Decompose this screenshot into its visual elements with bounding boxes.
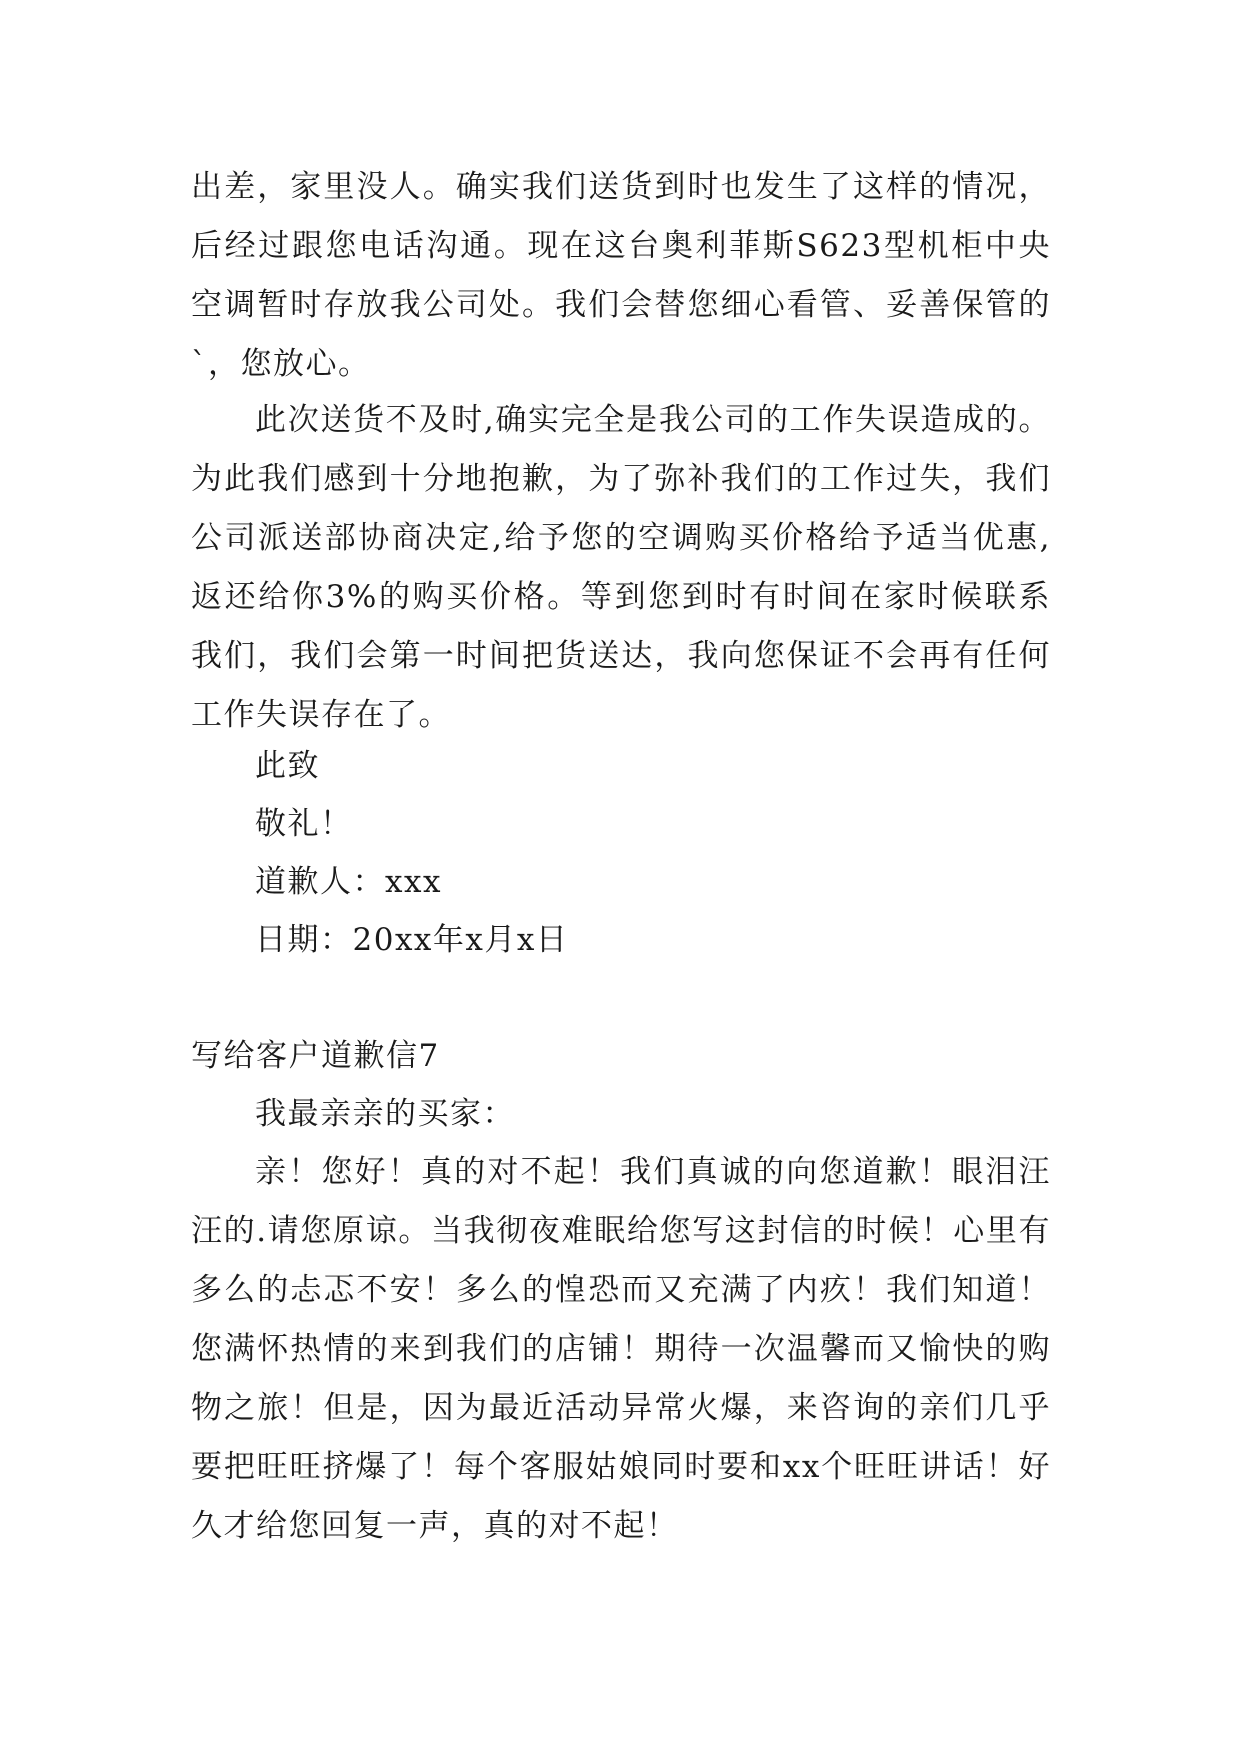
letter1-paragraph-2: 此次送货不及时,确实完全是我公司的工作失误造成的。为此我们感到十分地抱歉，为了弥补我们的工作过失，我们公司派送部协商决定,给予您的空调购买价格给予适当优惠,返还给你3%的购买价格。等到您到时有时间在家时候联系我们，我们会第一时间把货送达，我向您保证不会再有任何工作失误存在了。 bbox=[191, 402, 1051, 733]
closing-line-2: 敬礼！ bbox=[255, 806, 353, 842]
salutation: 我最亲亲的买家： bbox=[255, 1096, 515, 1132]
date-line: 日期：20xx年x月x日 bbox=[255, 922, 569, 958]
signature-line: 道歉人：xxx bbox=[255, 864, 442, 900]
closing-line-1: 此致 bbox=[255, 748, 320, 784]
section-title: 写给客户道歉信7 bbox=[191, 1038, 440, 1074]
letter1-paragraph-1: 出差，家里没人。确实我们送货到时也发生了这样的情况，后经过跟您电话沟通。现在这台奥利菲斯S623型机柜中央空调暂时存放我公司处。我们会替您细心看管、妥善保管的`，您放心。 bbox=[191, 169, 1051, 382]
letter2-paragraph-1: 亲！您好！真的对不起！我们真诚的向您道歉！眼泪汪汪的.请您原谅。当我彻夜难眠给您写这封信的时候！心里有多么的忐忑不安！多么的惶恐而又充满了内疚！我们知道！您满怀热情的来到我们的店铺！期待一次温馨而又愉快的购物之旅！但是，因为最近活动异常火爆，来咨询的亲们几乎要把旺旺挤爆了！每个客服姑娘同时要和xx个旺旺讲话！好久才给您回复一声，真的对不起！ bbox=[191, 1154, 1051, 1544]
